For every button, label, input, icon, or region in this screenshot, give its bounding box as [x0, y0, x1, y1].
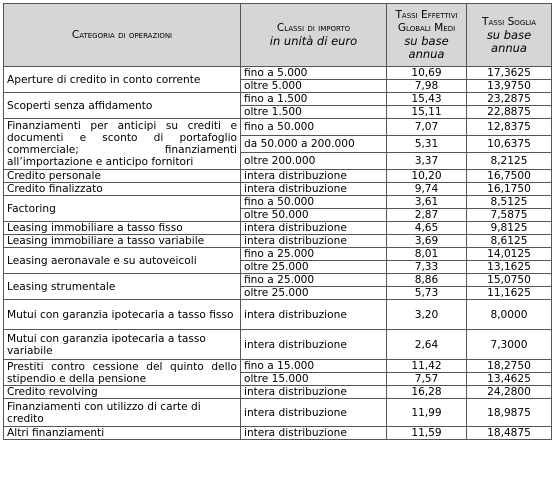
amount-class-cell: intera distribuzione [241, 300, 387, 330]
header-soglia [467, 4, 552, 67]
amount-class-cell: oltre 5.000 [241, 80, 387, 93]
threshold-value-cell: 8,0000 [467, 300, 552, 330]
table-row [4, 183, 552, 196]
table-row [4, 93, 552, 106]
amount-class-cell: intera distribuzione [241, 330, 387, 360]
tegm-value-cell: 2,64 [387, 330, 467, 360]
header-soglia-line3: annua [491, 40, 527, 55]
threshold-value-cell: 17,3625 [467, 67, 552, 80]
tegm-value-cell: 10,20 [387, 170, 467, 183]
threshold-value-cell: 15,0750 [467, 274, 552, 287]
header-tegm [387, 4, 467, 67]
rates-table-container [3, 3, 552, 440]
threshold-value-cell: 11,1625 [467, 287, 552, 300]
header-tegm-line3: su base [404, 34, 449, 48]
tegm-value-cell: 16,28 [387, 386, 467, 399]
tegm-value-cell: 9,74 [387, 183, 467, 196]
table-body [4, 67, 552, 440]
tegm-value-cell: 5,31 [387, 136, 467, 153]
table-row [4, 360, 552, 373]
category-cell: Credito personale [4, 170, 241, 183]
header-classi-line1: Classi di importo [276, 22, 351, 34]
category-cell: Factoring [4, 196, 241, 222]
threshold-value-cell: 13,9750 [467, 80, 552, 93]
amount-class-cell: oltre 15.000 [241, 373, 387, 386]
tegm-value-cell: 7,33 [387, 261, 467, 274]
table-row [4, 119, 552, 136]
threshold-value-cell: 8,6125 [467, 235, 552, 248]
amount-class-cell: fino a 15.000 [241, 360, 387, 373]
header-soglia-line2: su base [486, 27, 532, 42]
table-header-row [4, 4, 552, 67]
amount-class-cell: fino a 5.000 [241, 67, 387, 80]
table-row [4, 235, 552, 248]
header-tegm-line2: Globali Medi [397, 22, 456, 34]
amount-class-cell: oltre 50.000 [241, 209, 387, 222]
threshold-value-cell: 22,8875 [467, 106, 552, 119]
threshold-value-cell: 13,4625 [467, 373, 552, 386]
tegm-value-cell: 15,11 [387, 106, 467, 119]
amount-class-cell: fino a 25.000 [241, 248, 387, 261]
category-cell: Aperture di credito in conto corrente [4, 67, 241, 93]
category-cell: Leasing immobiliare a tasso variabile [4, 235, 241, 248]
table-row [4, 399, 552, 427]
header-tegm-line1: Tassi Effettivi [395, 9, 458, 21]
table-row [4, 386, 552, 399]
table-row [4, 67, 552, 80]
threshold-value-cell: 7,3000 [467, 330, 552, 360]
tegm-value-cell: 3,20 [387, 300, 467, 330]
amount-class-cell: intera distribuzione [241, 386, 387, 399]
category-cell: Credito finalizzato [4, 183, 241, 196]
threshold-value-cell: 16,7500 [467, 170, 552, 183]
header-categoria-label: Categoria di operazioni [71, 28, 173, 41]
amount-class-cell: fino a 1.500 [241, 93, 387, 106]
tegm-value-cell: 8,01 [387, 248, 467, 261]
threshold-value-cell: 9,8125 [467, 222, 552, 235]
tegm-value-cell: 11,59 [387, 427, 467, 440]
amount-class-cell: intera distribuzione [241, 427, 387, 440]
threshold-value-cell: 18,4875 [467, 427, 552, 440]
header-tegm-line4: annua [408, 47, 445, 61]
tegm-value-cell: 11,99 [387, 399, 467, 427]
tegm-value-cell: 7,98 [387, 80, 467, 93]
category-cell: Credito revolving [4, 386, 241, 399]
amount-class-cell: intera distribuzione [241, 399, 387, 427]
category-cell: Finanziamenti per anticipi su crediti e documenti e sconto di portafoglio commerciale; finanziamenti all’importazione e anticipo fornitori [4, 119, 241, 170]
tegm-value-cell: 3,37 [387, 153, 467, 170]
category-cell: Leasing aeronavale e su autoveicoli [4, 248, 241, 274]
category-cell: Scoperti senza affidamento [4, 93, 241, 119]
tegm-value-cell: 3,69 [387, 235, 467, 248]
threshold-value-cell: 18,2750 [467, 360, 552, 373]
threshold-value-cell: 23,2875 [467, 93, 552, 106]
tegm-value-cell: 2,87 [387, 209, 467, 222]
amount-class-cell: fino a 25.000 [241, 274, 387, 287]
category-cell: Leasing immobiliare a tasso fisso [4, 222, 241, 235]
category-cell: Finanziamenti con utilizzo di carte di credito [4, 399, 241, 427]
table-row [4, 427, 552, 440]
amount-class-cell: oltre 25.000 [241, 261, 387, 274]
table-row [4, 196, 552, 209]
threshold-value-cell: 8,2125 [467, 153, 552, 170]
amount-class-cell: fino a 50.000 [241, 196, 387, 209]
tegm-value-cell: 15,43 [387, 93, 467, 106]
threshold-value-cell: 16,1750 [467, 183, 552, 196]
category-cell: Mutui con garanzia ipotecaria a tasso variabile [4, 330, 241, 360]
tegm-value-cell: 7,57 [387, 373, 467, 386]
category-cell: Leasing strumentale [4, 274, 241, 300]
table-row [4, 170, 552, 183]
amount-class-cell: intera distribuzione [241, 235, 387, 248]
amount-class-cell: da 50.000 a 200.000 [241, 136, 387, 153]
threshold-value-cell: 13,1625 [467, 261, 552, 274]
threshold-value-cell: 14,0125 [467, 248, 552, 261]
table-row [4, 330, 552, 360]
tegm-value-cell: 11,42 [387, 360, 467, 373]
threshold-value-cell: 12,8375 [467, 119, 552, 136]
amount-class-cell: fino a 50.000 [241, 119, 387, 136]
header-categoria [4, 4, 241, 67]
amount-class-cell: intera distribuzione [241, 183, 387, 196]
tegm-value-cell: 4,65 [387, 222, 467, 235]
threshold-value-cell: 7,5875 [467, 209, 552, 222]
threshold-value-cell: 8,5125 [467, 196, 552, 209]
tegm-value-cell: 3,61 [387, 196, 467, 209]
table-row [4, 274, 552, 287]
amount-class-cell: oltre 200.000 [241, 153, 387, 170]
threshold-value-cell: 18,9875 [467, 399, 552, 427]
header-soglia-line1: Tassi Soglia [482, 15, 536, 28]
table-row [4, 248, 552, 261]
threshold-value-cell: 10,6375 [467, 136, 552, 153]
tegm-value-cell: 7,07 [387, 119, 467, 136]
tegm-value-cell: 10,69 [387, 67, 467, 80]
threshold-value-cell: 24,2800 [467, 386, 552, 399]
category-cell: Mutui con garanzia ipotecaria a tasso fisso [4, 300, 241, 330]
usury-rates-table [3, 3, 552, 440]
tegm-value-cell: 8,86 [387, 274, 467, 287]
amount-class-cell: oltre 25.000 [241, 287, 387, 300]
table-row [4, 300, 552, 330]
header-classi [241, 4, 387, 67]
amount-class-cell: intera distribuzione [241, 170, 387, 183]
amount-class-cell: oltre 1.500 [241, 106, 387, 119]
amount-class-cell: intera distribuzione [241, 222, 387, 235]
header-classi-line2: in unità di euro [269, 34, 358, 48]
category-cell: Prestiti contro cessione del quinto dello stipendio e della pensione [4, 360, 241, 386]
category-cell: Altri finanziamenti [4, 427, 241, 440]
tegm-value-cell: 5,73 [387, 287, 467, 300]
table-row [4, 222, 552, 235]
